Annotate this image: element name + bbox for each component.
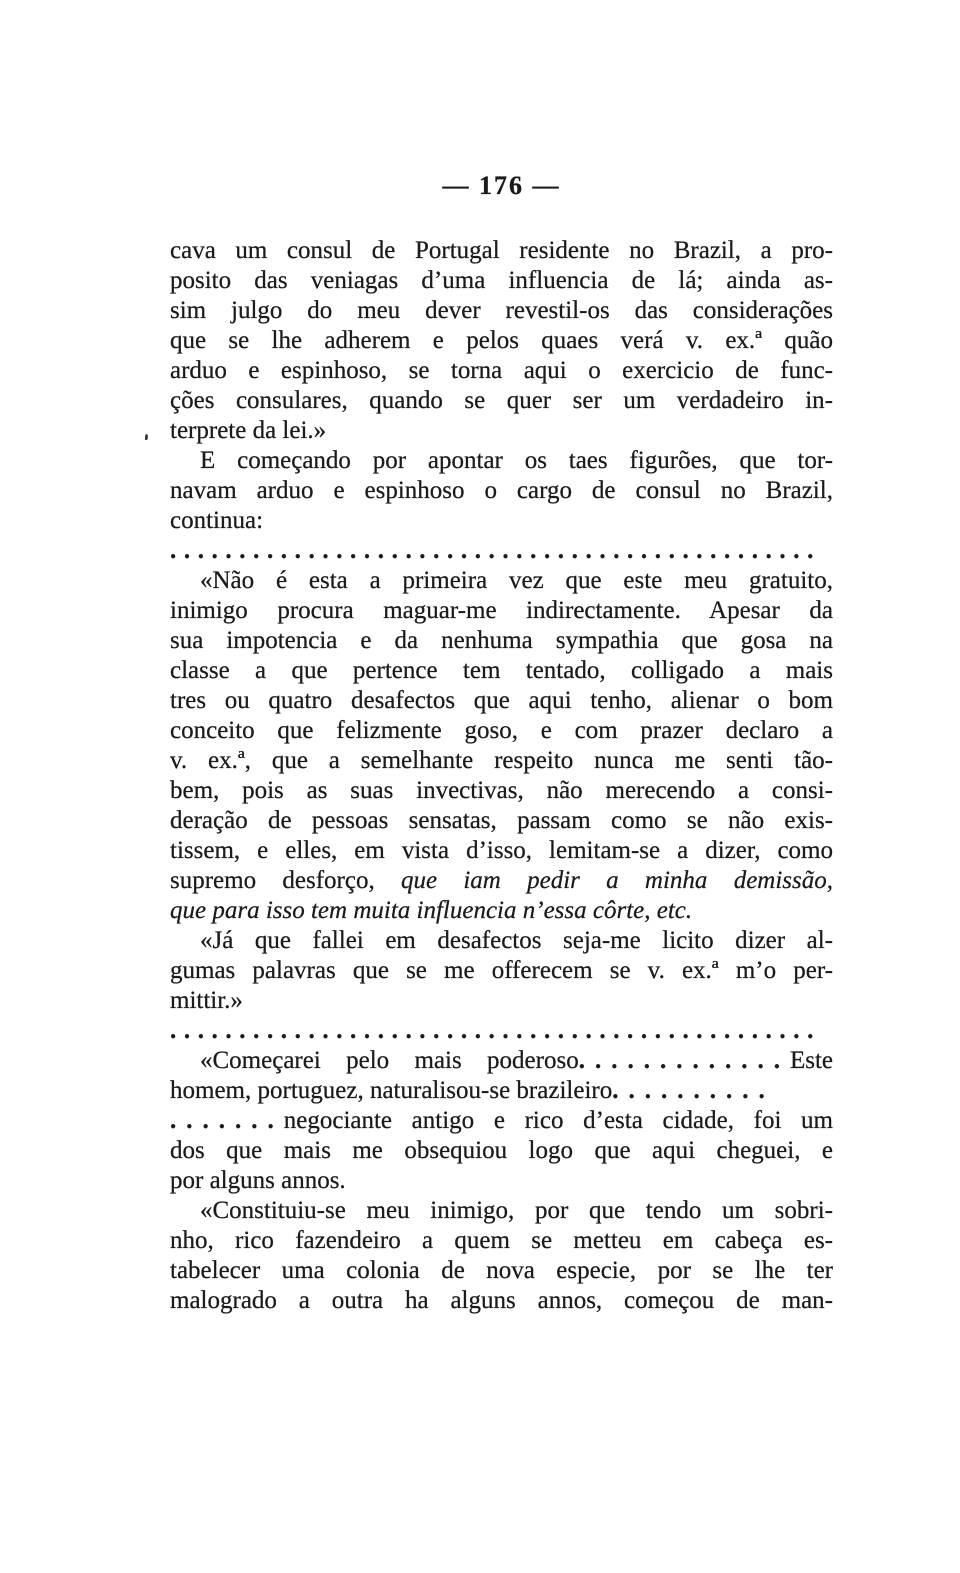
text-line <box>170 326 833 356</box>
text-line <box>170 1196 833 1226</box>
text-line <box>170 746 833 776</box>
text-line <box>170 806 833 836</box>
text-segment: que iam pedir a minha demissão, <box>400 867 834 894</box>
text-line <box>170 656 833 686</box>
text-segment: conceito que felizmente goso, e com prazer declaro a <box>170 717 833 744</box>
text-segment: «Começarei pelo mais poderoso <box>200 1047 579 1074</box>
text-segment: navam arduo e espinhoso o cargo de consul no Brazil, <box>170 477 833 504</box>
dot-run: ............. <box>578 1047 790 1074</box>
text-line <box>170 416 833 446</box>
text-segment: que para isso tem muita influencia n’essa côrte, etc. <box>170 897 693 924</box>
text-line <box>170 506 833 536</box>
text-segment: mittir.» <box>170 987 243 1014</box>
text-line <box>170 956 833 986</box>
text-line <box>170 236 833 266</box>
text-line <box>170 1256 833 1286</box>
text-segment: continua: <box>170 507 264 534</box>
text-body <box>170 236 833 1316</box>
text-segment: «Já que fallei em desafectos seja-me licito dizer al- <box>200 927 833 954</box>
text-segment: supremo desforço, <box>170 867 401 894</box>
text-line <box>170 986 833 1016</box>
text-segment: sua impotencia e da nenhuma sympathia que gosa na <box>170 627 833 654</box>
text-segment: terprete da lei.» <box>170 417 327 444</box>
text-segment: tabelecer uma colonia de nova especie, por se lhe ter <box>170 1257 833 1284</box>
text-segment: Este <box>789 1047 833 1074</box>
text-line <box>170 836 833 866</box>
text-line <box>170 296 833 326</box>
text-line <box>170 1106 833 1136</box>
text-segment: dos que mais me obsequiou logo que aqui cheguei, e <box>170 1137 833 1164</box>
text-segment: inimigo procura maguar-me indirectamente. Apesar da <box>170 597 833 624</box>
text-line <box>170 896 833 926</box>
text-line <box>170 1166 833 1196</box>
text-segment: «Não é esta a primeira vez que este meu gratuito, <box>200 567 833 594</box>
text-segment: negociante antigo e rico d’esta cidade, foi um <box>283 1107 833 1134</box>
text-line <box>170 716 833 746</box>
text-line <box>170 1226 833 1256</box>
text-line <box>170 476 833 506</box>
text-segment: deração de pessoas sensatas, passam como se não exis- <box>170 807 833 834</box>
text-segment: homem, portuguez, naturalisou-se brazileiro <box>170 1077 613 1104</box>
text-segment: gumas palavras que se me offerecem se v. ex.ª m’o per- <box>170 957 833 984</box>
text-line <box>170 386 833 416</box>
text-segment: arduo e espinhoso, se torna aqui o exercicio de func- <box>170 357 833 384</box>
ink-speck-artifact <box>145 434 148 440</box>
text-segment: E começando por apontar os taes figurões, que tor- <box>200 447 833 474</box>
text-line <box>170 626 833 656</box>
text-segment: ções consulares, quando se quer ser um verdadeiro in- <box>170 387 833 414</box>
text-line <box>170 1136 833 1166</box>
text-segment: tres ou quatro desafectos que aqui tenho, alienar o bom <box>170 687 833 714</box>
text-line <box>170 686 833 716</box>
text-segment: bem, pois as suas invectivas, não merecendo a consi- <box>170 777 833 804</box>
text-line <box>170 866 833 896</box>
dot-run: ....... <box>170 1107 284 1134</box>
text-segment: nho, rico fazendeiro a quem se metteu em cabeça es- <box>170 1227 833 1254</box>
text-segment: classe a que pertence tem tentado, colligado a mais <box>170 657 833 684</box>
text-line <box>170 266 833 296</box>
page-number: — 176 — <box>442 171 561 200</box>
text-segment: «Constituiu-se meu inimigo, por que tendo um sobri- <box>200 1197 833 1224</box>
text-segment: cava um consul de Portugal residente no Brazil, a pro- <box>170 237 833 264</box>
text-segment: por alguns annos. <box>170 1167 346 1194</box>
text-segment: que se lhe adherem e pelos quaes verá v. ex.ª quão <box>170 327 833 354</box>
text-line <box>170 926 833 956</box>
text-line <box>170 566 833 596</box>
text-line <box>170 1046 833 1076</box>
text-line <box>170 596 833 626</box>
text-line <box>170 1076 833 1106</box>
text-segment: malogrado a outra ha alguns annos, começou de man- <box>170 1287 833 1314</box>
text-segment: posito das veniagas d’uma influencia de lá; ainda as- <box>170 267 833 294</box>
text-line <box>170 446 833 476</box>
text-line <box>170 1286 833 1316</box>
text-segment: sim julgo do meu dever revestil-os das considerações <box>170 297 833 324</box>
text-line <box>170 356 833 386</box>
text-segment: v. ex.ª, que a semelhante respeito nunca me senti tão- <box>170 747 833 774</box>
dotted-separator: ............................................... <box>170 537 821 564</box>
dot-run: .......... <box>612 1077 775 1104</box>
text-line <box>170 776 833 806</box>
dotted-separator: ............................................... <box>170 1017 821 1044</box>
text-segment: tissem, e elles, em vista d’isso, lemitam-se a dizer, como <box>170 837 833 864</box>
